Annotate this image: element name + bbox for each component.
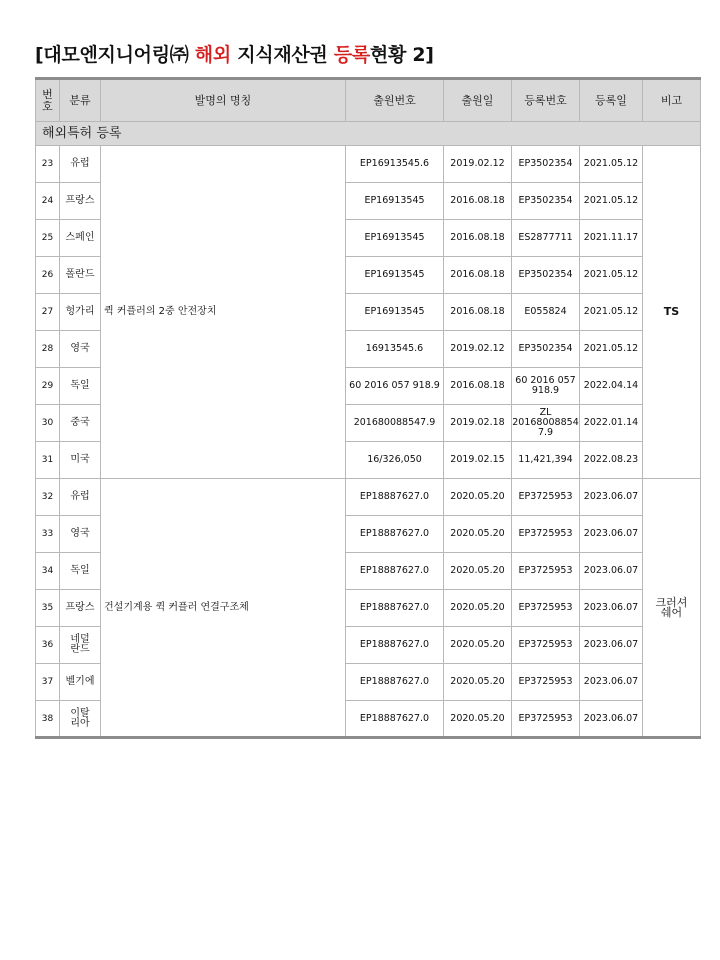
row-reg-date: 2021.05.12 [580, 183, 643, 220]
row-country: 폴란드 [60, 257, 101, 294]
title-registration: 등록 [333, 44, 370, 66]
row-app-date: 2016.08.18 [444, 183, 512, 220]
header-category: 분류 [60, 79, 101, 122]
header-no: 번 호 [36, 79, 60, 122]
row-number: 23 [36, 146, 60, 183]
row-app-date: 2019.02.18 [444, 405, 512, 442]
row-country: 영국 [60, 331, 101, 368]
header-remarks: 비고 [643, 79, 701, 122]
row-number: 36 [36, 627, 60, 664]
row-number: 38 [36, 701, 60, 738]
row-reg-date: 2021.11.17 [580, 220, 643, 257]
title-tail: 현황 2] [369, 44, 434, 66]
row-country: 헝가리 [60, 294, 101, 331]
row-number: 32 [36, 479, 60, 516]
row-app-date: 2020.05.20 [444, 701, 512, 738]
row-reg-date: 2021.05.12 [580, 294, 643, 331]
row-app-date: 2019.02.12 [444, 146, 512, 183]
row-app-date: 2016.08.18 [444, 220, 512, 257]
row-app-date: 2020.05.20 [444, 590, 512, 627]
row-country: 중국 [60, 405, 101, 442]
row-app-no: EP18887627.0 [346, 701, 444, 738]
row-reg-no: EP3725953 [512, 590, 580, 627]
row-app-no: EP18887627.0 [346, 627, 444, 664]
row-app-date: 2020.05.20 [444, 664, 512, 701]
row-reg-date: 2021.05.12 [580, 331, 643, 368]
table-header-row [36, 79, 701, 122]
row-reg-date: 2021.05.12 [580, 257, 643, 294]
row-country: 유럽 [60, 146, 101, 183]
row-reg-no: EP3502354 [512, 257, 580, 294]
title-mid: 지식재산권 [230, 44, 334, 66]
row-app-date: 2016.08.18 [444, 368, 512, 405]
row-app-date: 2019.02.12 [444, 331, 512, 368]
row-reg-no: EP3725953 [512, 479, 580, 516]
row-reg-date: 2023.06.07 [580, 516, 643, 553]
row-country: 프랑스 [60, 590, 101, 627]
title-open: [ [35, 44, 44, 66]
header-app-date: 출원일 [444, 79, 512, 122]
invention-name: 퀵 커플러의 2중 안전장치 [101, 146, 346, 479]
row-app-no: EP16913545 [346, 257, 444, 294]
header-reg-no: 등록번호 [512, 79, 580, 122]
page-title [35, 40, 434, 67]
row-country: 네덜 란드 [60, 627, 101, 664]
row-reg-no: EP3725953 [512, 627, 580, 664]
row-reg-no: 11,421,394 [512, 442, 580, 479]
row-number: 28 [36, 331, 60, 368]
row-reg-no: E055824 [512, 294, 580, 331]
row-reg-date: 2022.01.14 [580, 405, 643, 442]
row-country: 독일 [60, 368, 101, 405]
row-reg-no: EP3725953 [512, 701, 580, 738]
row-app-no: EP16913545 [346, 220, 444, 257]
row-reg-no: EP3502354 [512, 146, 580, 183]
row-reg-no: EP3725953 [512, 664, 580, 701]
table-row [36, 146, 701, 183]
row-number: 26 [36, 257, 60, 294]
remark: TS [643, 146, 701, 479]
row-reg-no: EP3725953 [512, 516, 580, 553]
row-app-no: EP18887627.0 [346, 664, 444, 701]
row-number: 24 [36, 183, 60, 220]
row-app-date: 2019.02.15 [444, 442, 512, 479]
row-country: 미국 [60, 442, 101, 479]
header-reg-date: 등록일 [580, 79, 643, 122]
row-number: 30 [36, 405, 60, 442]
row-reg-date: 2023.06.07 [580, 701, 643, 738]
row-app-no: 16/326,050 [346, 442, 444, 479]
row-number: 33 [36, 516, 60, 553]
row-app-no: EP16913545 [346, 294, 444, 331]
row-app-date: 2020.05.20 [444, 627, 512, 664]
row-app-no: 60 2016 057 918.9 [346, 368, 444, 405]
row-country: 스페인 [60, 220, 101, 257]
row-reg-no: EP3502354 [512, 331, 580, 368]
row-app-no: EP16913545.6 [346, 146, 444, 183]
row-country: 유럽 [60, 479, 101, 516]
row-country: 벨기에 [60, 664, 101, 701]
row-app-date: 2020.05.20 [444, 553, 512, 590]
row-app-date: 2016.08.18 [444, 257, 512, 294]
row-number: 37 [36, 664, 60, 701]
row-app-date: 2020.05.20 [444, 479, 512, 516]
section-row [36, 122, 701, 146]
row-number: 25 [36, 220, 60, 257]
row-app-no: EP18887627.0 [346, 590, 444, 627]
table-row [36, 479, 701, 516]
header-invention: 발명의 명칭 [101, 79, 346, 122]
row-app-no: EP16913545 [346, 183, 444, 220]
row-reg-no: ES2877711 [512, 220, 580, 257]
row-country: 이탈 리아 [60, 701, 101, 738]
row-reg-date: 2022.04.14 [580, 368, 643, 405]
row-number: 35 [36, 590, 60, 627]
row-reg-no: EP3502354 [512, 183, 580, 220]
row-reg-no: 60 2016 057 918.9 [512, 368, 580, 405]
row-app-date: 2020.05.20 [444, 516, 512, 553]
row-app-no: EP18887627.0 [346, 516, 444, 553]
row-reg-date: 2023.06.07 [580, 479, 643, 516]
row-app-no: 16913545.6 [346, 331, 444, 368]
section-label: 해외특허 등록 [36, 122, 701, 146]
header-app-no: 출원번호 [346, 79, 444, 122]
title-overseas: 해외 [194, 44, 231, 66]
row-reg-date: 2022.08.23 [580, 442, 643, 479]
row-reg-date: 2023.06.07 [580, 553, 643, 590]
title-company: 대모엔지니어링㈜ [43, 44, 195, 66]
remark: 크러셔 쉐어 [643, 479, 701, 738]
row-app-no: EP18887627.0 [346, 553, 444, 590]
row-number: 27 [36, 294, 60, 331]
row-country: 독일 [60, 553, 101, 590]
row-country: 영국 [60, 516, 101, 553]
row-app-no: 201680088547.9 [346, 405, 444, 442]
row-app-date: 2016.08.18 [444, 294, 512, 331]
row-reg-date: 2023.06.07 [580, 627, 643, 664]
row-country: 프랑스 [60, 183, 101, 220]
invention-name: 건설기계용 퀵 커플러 연결구조체 [101, 479, 346, 738]
row-reg-no: EP3725953 [512, 553, 580, 590]
patent-table [35, 77, 701, 739]
row-number: 34 [36, 553, 60, 590]
row-reg-date: 2023.06.07 [580, 664, 643, 701]
row-reg-date: 2021.05.12 [580, 146, 643, 183]
row-number: 31 [36, 442, 60, 479]
row-reg-date: 2023.06.07 [580, 590, 643, 627]
row-number: 29 [36, 368, 60, 405]
row-app-no: EP18887627.0 [346, 479, 444, 516]
row-reg-no: ZL 20168008854 7.9 [512, 405, 580, 442]
